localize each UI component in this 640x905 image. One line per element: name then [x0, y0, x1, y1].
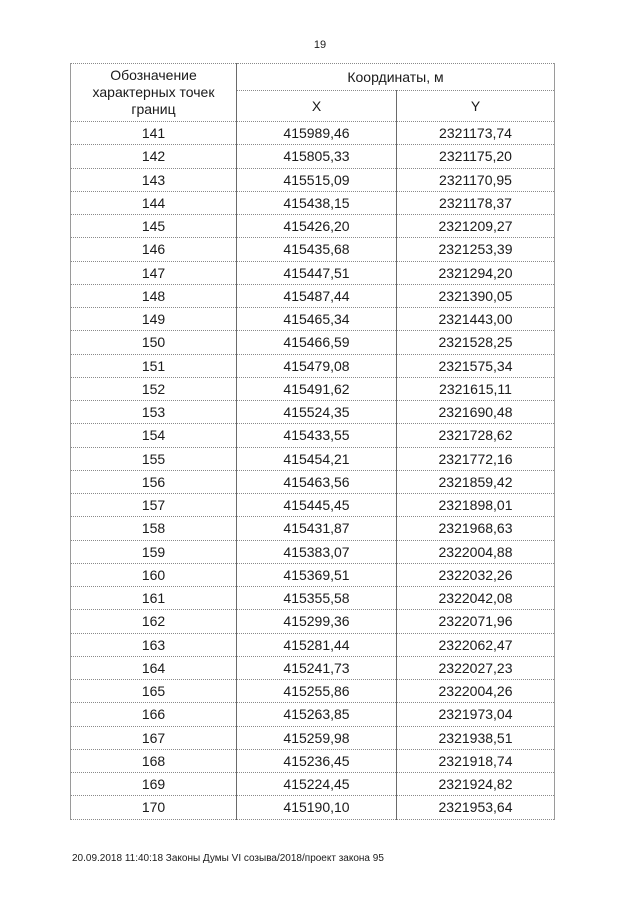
- table-body: [71, 122, 555, 820]
- point-cell: 148: [71, 284, 237, 307]
- table-row: [71, 494, 555, 517]
- point-cell: 169: [71, 773, 237, 796]
- table-row: [71, 284, 555, 307]
- x-coordinate-cell: 415431,87: [237, 517, 397, 540]
- x-coordinate-cell: 415236,45: [237, 749, 397, 772]
- table-row: [71, 656, 555, 679]
- table-row: [71, 610, 555, 633]
- point-cell: 147: [71, 261, 237, 284]
- point-cell: 168: [71, 749, 237, 772]
- x-coordinate-cell: 415805,33: [237, 145, 397, 168]
- point-cell: 158: [71, 517, 237, 540]
- point-cell: 151: [71, 354, 237, 377]
- table-row: [71, 215, 555, 238]
- point-cell: 152: [71, 377, 237, 400]
- point-cell: 149: [71, 308, 237, 331]
- point-cell: 146: [71, 238, 237, 261]
- y-coordinate-cell: 2321575,34: [397, 354, 555, 377]
- point-cell: 163: [71, 633, 237, 656]
- y-coordinate-cell: 2321173,74: [397, 122, 555, 145]
- x-coordinate-cell: 415433,55: [237, 424, 397, 447]
- x-coordinate-cell: 415466,59: [237, 331, 397, 354]
- y-coordinate-cell: 2321924,82: [397, 773, 555, 796]
- point-cell: 161: [71, 587, 237, 610]
- y-coordinate-cell: 2321528,25: [397, 331, 555, 354]
- x-coordinate-cell: 415435,68: [237, 238, 397, 261]
- x-coordinate-cell: 415281,44: [237, 633, 397, 656]
- table-row: [71, 633, 555, 656]
- x-coordinate-cell: 415479,08: [237, 354, 397, 377]
- table-row: [71, 517, 555, 540]
- table-row: [71, 145, 555, 168]
- y-coordinate-cell: 2321294,20: [397, 261, 555, 284]
- y-column-header: Y: [397, 91, 555, 122]
- y-coordinate-cell: 2322004,88: [397, 540, 555, 563]
- x-coordinate-cell: 415255,86: [237, 680, 397, 703]
- y-coordinate-cell: 2321170,95: [397, 168, 555, 191]
- point-cell: 144: [71, 191, 237, 214]
- y-coordinate-cell: 2321918,74: [397, 749, 555, 772]
- x-coordinate-cell: 415989,46: [237, 122, 397, 145]
- table-row: [71, 191, 555, 214]
- table-row: [71, 796, 555, 819]
- table-row: [71, 470, 555, 493]
- coordinates-table: [70, 63, 555, 820]
- y-coordinate-cell: 2322032,26: [397, 563, 555, 586]
- y-coordinate-cell: 2322042,08: [397, 587, 555, 610]
- x-coordinate-cell: 415454,21: [237, 447, 397, 470]
- point-cell: 159: [71, 540, 237, 563]
- x-coordinate-cell: 415190,10: [237, 796, 397, 819]
- y-coordinate-cell: 2321898,01: [397, 494, 555, 517]
- table-row: [71, 726, 555, 749]
- y-coordinate-cell: 2322071,96: [397, 610, 555, 633]
- table-header: [71, 64, 555, 122]
- x-coordinate-cell: 415259,98: [237, 726, 397, 749]
- point-cell: 155: [71, 447, 237, 470]
- x-coordinate-cell: 415463,56: [237, 470, 397, 493]
- table-row: [71, 308, 555, 331]
- x-coordinate-cell: 415491,62: [237, 377, 397, 400]
- point-cell: 170: [71, 796, 237, 819]
- table-row: [71, 331, 555, 354]
- y-coordinate-cell: 2321690,48: [397, 401, 555, 424]
- y-coordinate-cell: 2321175,20: [397, 145, 555, 168]
- y-coordinate-cell: 2321859,42: [397, 470, 555, 493]
- point-cell: 162: [71, 610, 237, 633]
- table-row: [71, 377, 555, 400]
- point-cell: 165: [71, 680, 237, 703]
- point-cell: 164: [71, 656, 237, 679]
- y-coordinate-cell: 2321615,11: [397, 377, 555, 400]
- x-coordinate-cell: 415263,85: [237, 703, 397, 726]
- x-coordinate-cell: 415355,58: [237, 587, 397, 610]
- point-cell: 166: [71, 703, 237, 726]
- y-coordinate-cell: 2322004,26: [397, 680, 555, 703]
- point-cell: 160: [71, 563, 237, 586]
- x-coordinate-cell: 415465,34: [237, 308, 397, 331]
- y-coordinate-cell: 2321178,37: [397, 191, 555, 214]
- x-coordinate-cell: 415445,45: [237, 494, 397, 517]
- y-coordinate-cell: 2321390,05: [397, 284, 555, 307]
- y-coordinate-cell: 2321728,62: [397, 424, 555, 447]
- x-coordinate-cell: 415438,15: [237, 191, 397, 214]
- table-row: [71, 773, 555, 796]
- x-coordinate-cell: 415524,35: [237, 401, 397, 424]
- table-row: [71, 401, 555, 424]
- table-row: [71, 168, 555, 191]
- y-coordinate-cell: 2322027,23: [397, 656, 555, 679]
- point-cell: 150: [71, 331, 237, 354]
- y-coordinate-cell: 2321938,51: [397, 726, 555, 749]
- x-column-header: X: [237, 91, 397, 122]
- point-cell: 145: [71, 215, 237, 238]
- x-coordinate-cell: 415369,51: [237, 563, 397, 586]
- table-row: [71, 261, 555, 284]
- x-coordinate-cell: 415299,36: [237, 610, 397, 633]
- point-cell: 142: [71, 145, 237, 168]
- x-coordinate-cell: 415224,45: [237, 773, 397, 796]
- table-row: [71, 122, 555, 145]
- point-cell: 141: [71, 122, 237, 145]
- x-coordinate-cell: 415426,20: [237, 215, 397, 238]
- table-row: [71, 587, 555, 610]
- x-coordinate-cell: 415487,44: [237, 284, 397, 307]
- table-row: [71, 540, 555, 563]
- point-cell: 154: [71, 424, 237, 447]
- x-coordinate-cell: 415447,51: [237, 261, 397, 284]
- table-row: [71, 447, 555, 470]
- y-coordinate-cell: 2321953,64: [397, 796, 555, 819]
- point-cell: 167: [71, 726, 237, 749]
- coordinates-group-header: Координаты, м: [237, 64, 555, 91]
- y-coordinate-cell: 2321772,16: [397, 447, 555, 470]
- point-cell: 157: [71, 494, 237, 517]
- table-row: [71, 238, 555, 261]
- table-row: [71, 354, 555, 377]
- table-row: [71, 703, 555, 726]
- point-cell: 156: [71, 470, 237, 493]
- point-cell: 143: [71, 168, 237, 191]
- x-coordinate-cell: 415383,07: [237, 540, 397, 563]
- page-number: 19: [313, 39, 327, 51]
- table-row: [71, 680, 555, 703]
- table-row: [71, 749, 555, 772]
- y-coordinate-cell: 2321443,00: [397, 308, 555, 331]
- x-coordinate-cell: 415241,73: [237, 656, 397, 679]
- point-cell: 153: [71, 401, 237, 424]
- y-coordinate-cell: 2321209,27: [397, 215, 555, 238]
- document-footer: 20.09.2018 11:40:18 Законы Думы VI созыва/2018/проект закона 95: [72, 853, 384, 864]
- table-row: [71, 424, 555, 447]
- table-row: [71, 563, 555, 586]
- y-coordinate-cell: 2321973,04: [397, 703, 555, 726]
- y-coordinate-cell: 2321968,63: [397, 517, 555, 540]
- y-coordinate-cell: 2321253,39: [397, 238, 555, 261]
- point-designation-header: Обозначение характерных точек границ: [71, 64, 237, 122]
- x-coordinate-cell: 415515,09: [237, 168, 397, 191]
- y-coordinate-cell: 2322062,47: [397, 633, 555, 656]
